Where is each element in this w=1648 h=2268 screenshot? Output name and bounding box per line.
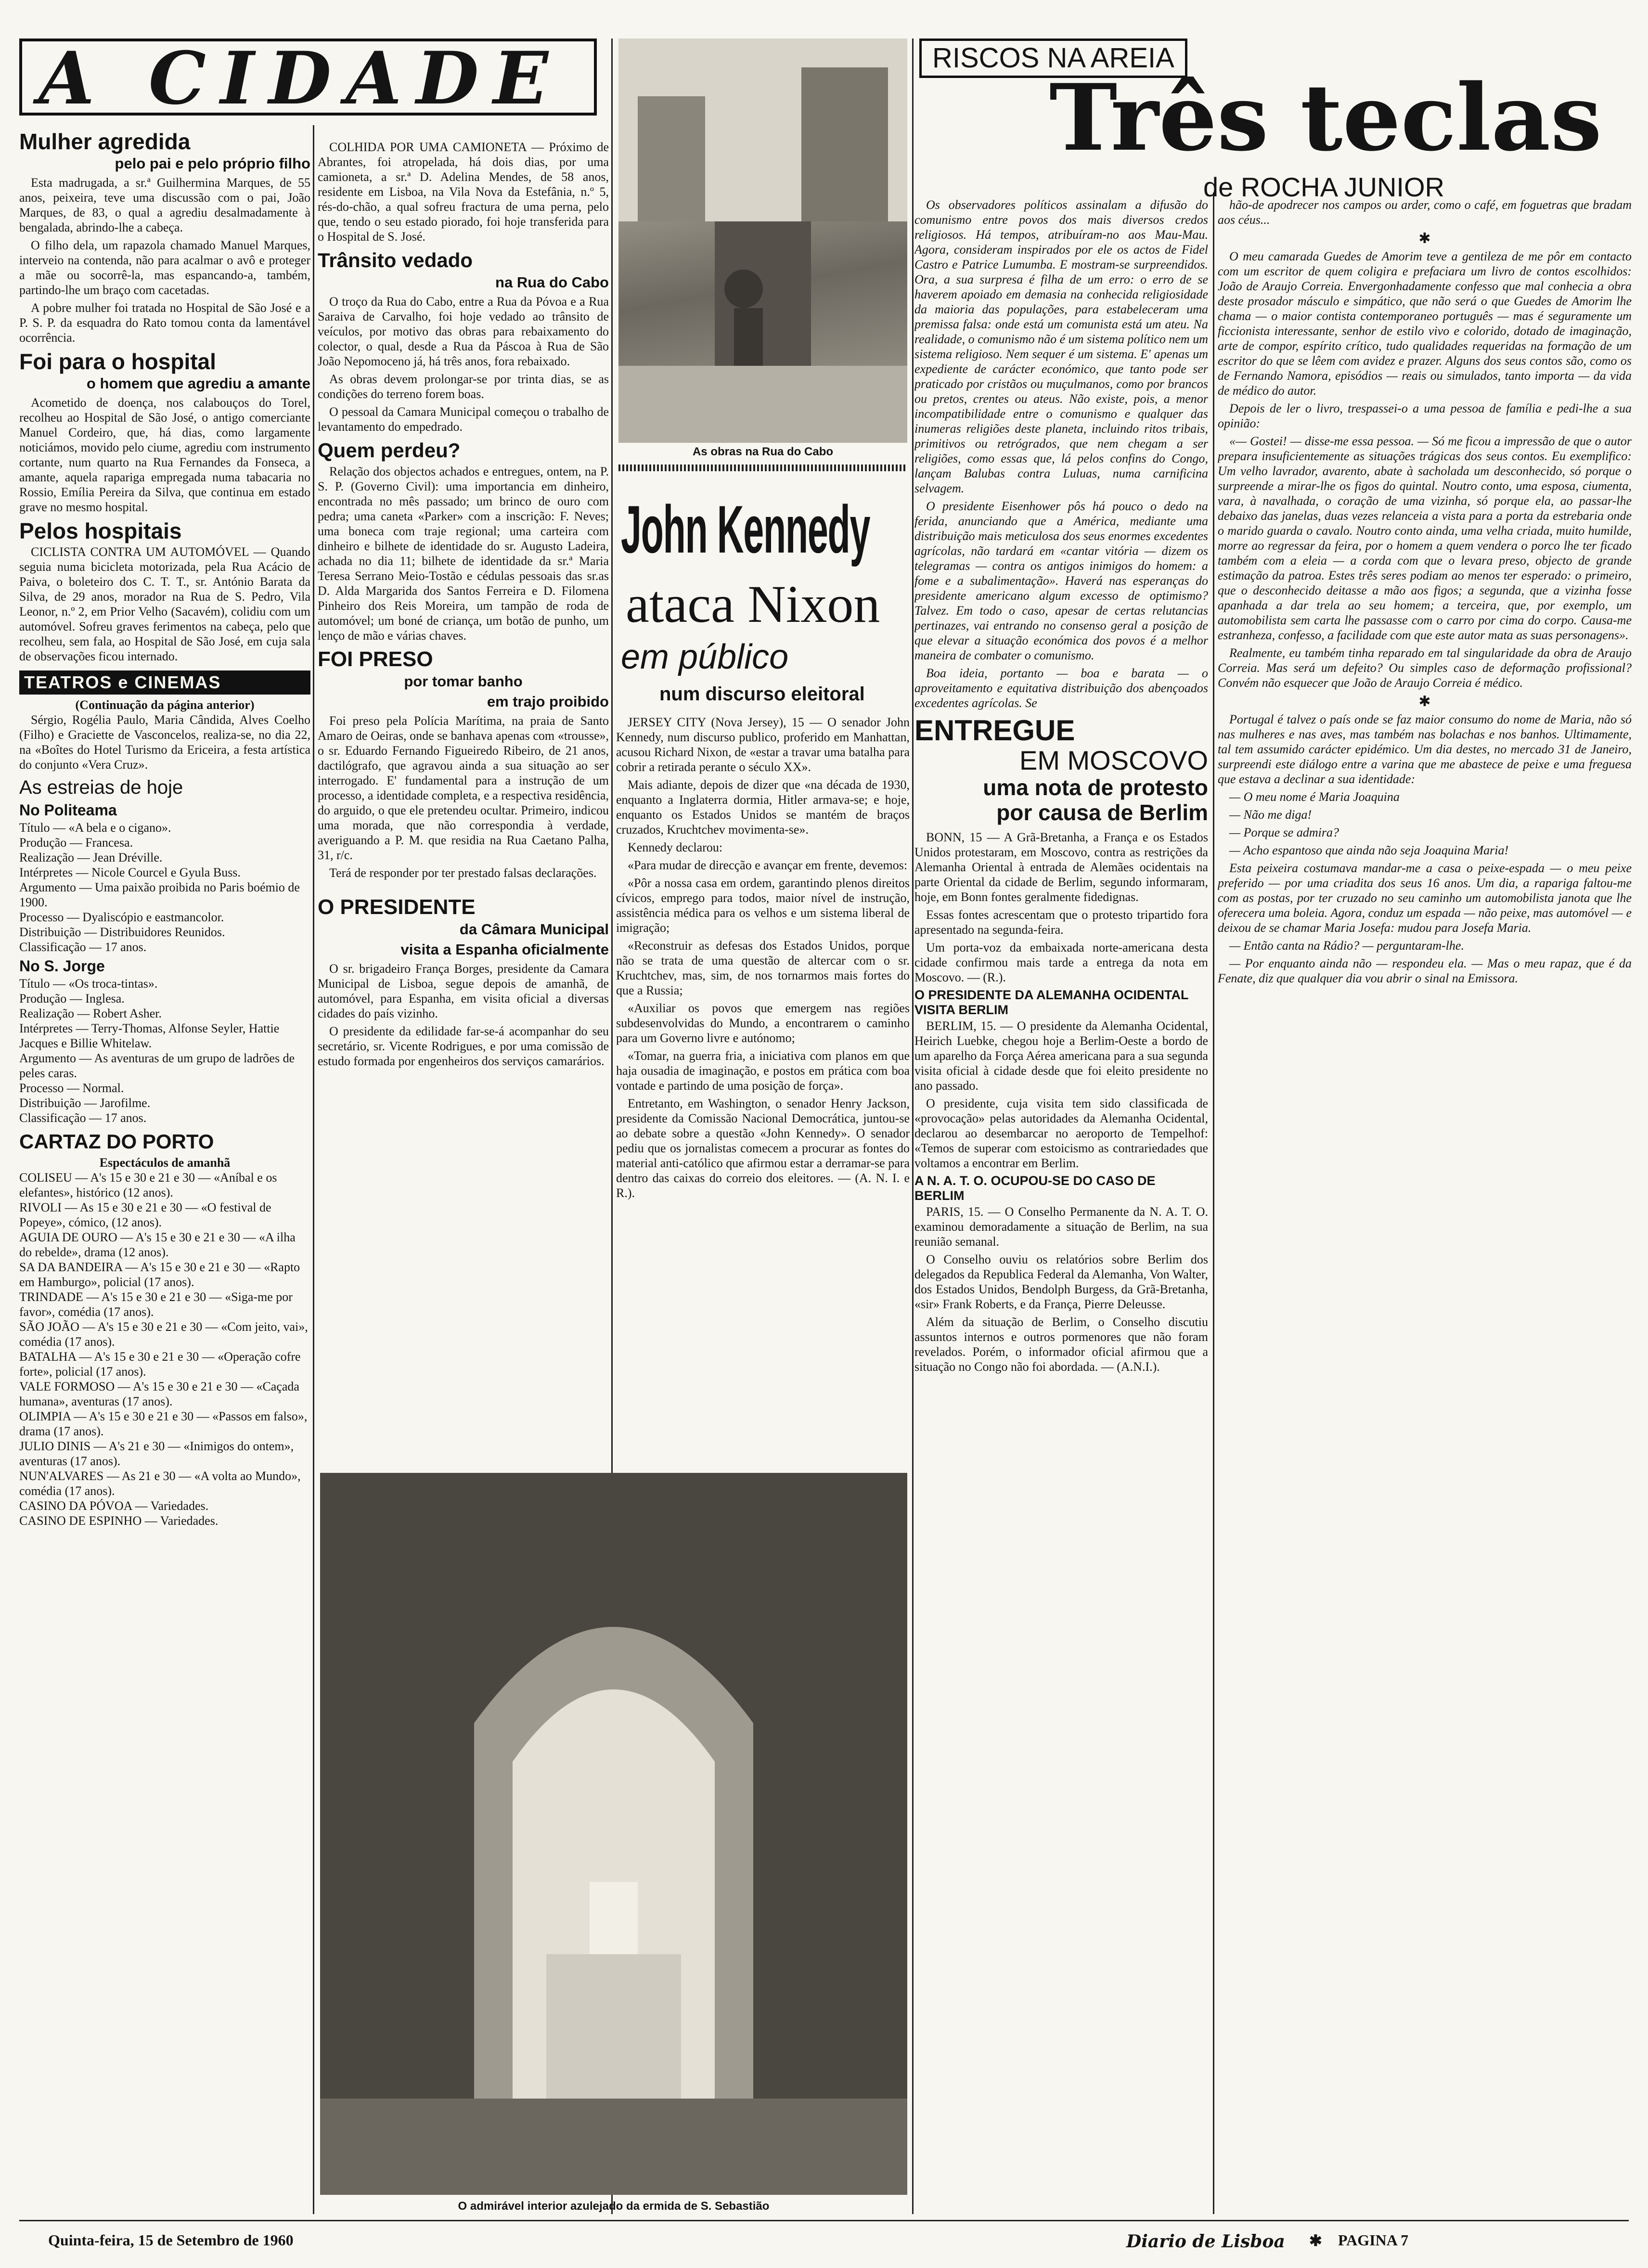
page-footer	[19, 2231, 1627, 2255]
film-info: Distribuição — Jarofilme.	[19, 1096, 151, 1110]
film-info: Produção — Inglesa.	[19, 992, 125, 1005]
headline-o-presidente: O PRESIDENTE	[318, 895, 476, 919]
subhead: por tomar banho	[404, 673, 523, 690]
paragraph: O filho dela, um rapazola chamado Manuel Marques, interveio na contenda, não para acalmar o avô e proteger a mãe ou socorrê-la, mas espancando-a, também, partindo-lhe um braço com cacetadas.	[19, 238, 310, 297]
cartaz-item: CASINO DE ESPINHO — Variedades.	[19, 1514, 219, 1528]
paragraph: hão-de apodrecer nos campos ou arder, como o café, em foguetras que bradam aos céus...	[1218, 198, 1632, 227]
paragraph: Mais adiante, depois de dizer que «na década de 1930, enquanto a Inglaterra dormia, Hitler armava-se; e hoje, enquanto os Estados Unidos se mantém de braços cruzados, Kruchtchev movimenta-se».	[616, 778, 910, 837]
paragraph: — Acho espantoso que ainda não seja Joaquina Maria!	[1229, 843, 1509, 857]
subhead: visita a Espanha oficialmente	[400, 941, 609, 958]
headline-john-kennedy: John Kennedy	[621, 491, 870, 567]
film-info: Título — «A bela e o cigano».	[19, 821, 171, 835]
paragraph: Terá de responder por ter prestado falsas declarações.	[329, 866, 597, 880]
paragraph: COLHIDA POR UMA CAMIONETA — Próximo de Abrantes, foi atropelada, há dois dias, por uma camioneta, a sr.ª D. Adelina Mendes, de 58 anos, residente em Lisboa, na Vila Nova da Estefânia, n.º 5, rés-do-chão, a qual sofreu fractura de uma perna, pelo que, tendo o seu estado piorado, foi hoje transferida para o Hospital de S. José.	[318, 140, 609, 244]
paragraph: Esta peixeira costumava mandar-me a casa o peixe-espada — o meu peixe preferido — por uma criadita dos seus 16 anos. Um dia, a rapariga faltou-me com as postas, por ter cruzado no seu caminho um automobilista janota que lhe oferecera uma boleia. Agora, conduz um espada — não peixe, mas automóvel — e deixou de se chamar Maria Josefa: mudou para Josefa Maria.	[1218, 861, 1632, 935]
paragraph: «Pôr a nossa casa em ordem, garantindo plenos direitos cívicos, emprego para todos, maior nível de instrução, assistência médica para os velhos e um sistema liberal de imigração;	[616, 876, 910, 935]
headline-ataca-nixon: ataca Nixon	[626, 575, 880, 633]
paragraph: «Tomar, na guerra fria, a iniciativa com planos em que haja ousadia de imaginação, e postos em prática com boa vontade e partindo de uma posição de força».	[616, 1049, 910, 1093]
subhead: em trajo proibido	[487, 693, 609, 710]
headline-mulher-agredida: Mulher agredida	[19, 129, 191, 154]
column-rule	[313, 125, 314, 2214]
paragraph: CICLISTA CONTRA UM AUTOMÓVEL — Quando seguia numa bicicleta motorizada, pela Rua Acácio de Paiva, o boleteiro dos C. T. T., sr. António Barata da Silva, de 29 anos, morador na Rua de S. Pedro, Vila Leonor, n.º 2, em Prior Velho (Sacavém), colidiu com um automóvel. Sofreu graves ferimentos na cabeça, pelo que recolheu, sem fala, ao Hospital de São José, em cuja sala de observações ficou internado.	[19, 545, 310, 663]
column-rule	[912, 39, 914, 2214]
film-info: Intérpretes — Nicole Courcel e Gyula Buss.	[19, 865, 241, 879]
cartaz-item: JULIO DINIS — A's 21 e 30 — «Inimigos do ontem», aventuras (17 anos).	[19, 1439, 294, 1468]
film-info: Processo — Dyaliscópio e eastmancolor.	[19, 910, 224, 924]
paragraph: Acometido de doença, nos calabouços do Torel, recolheu ao Hospital de São José, o antigo comerciante Manuel Cordeiro, que, há dias, como largamente noticiámos, movido pelo ciume, agrediu com instrumento cortante, num quarto na Rua Fernandes da Fonseca, a amante, aquela rapariga empregada numa tabacaria no Rossio, Emília Pereira da Silva, que continua em estado grave no mesmo hospital.	[19, 396, 310, 514]
paragraph: A pobre mulher foi tratada no Hospital de São José e a P. S. P. da esquadra do Rato tomou conta da lamentável ocorrência.	[19, 301, 310, 345]
cartaz-item: COLISEU — A's 15 e 30 e 21 e 30 — «Aníbal e os elefantes», histórico (12 anos).	[19, 1171, 277, 1199]
headline-tres-teclas: Três teclas	[1049, 64, 1602, 171]
paragraph: Foi preso pela Polícia Marítima, na praia de Santo Amaro de Oeiras, onde se banhava apenas com «trousse», o sr. Eduardo Fernando Figueiredo Ribeiro, de 21 anos, dactilógrafo, que agravou ainda a sua situação ao ser interrogado. E' fundamental para a instrução de um processo, a identidade completa, e a respectiva residência, do arguido, o que ele pretendeu ocultar. Primeiro, indicou uma morada, que não correspondia à verdade, averiguando a P. M. que residia na Rua Caetano Palha, 31, r/c.	[318, 714, 609, 862]
cartaz-item: CASINO DA PÓVOA — Variedades.	[19, 1499, 209, 1513]
paragraph: O Conselho ouviu os relatórios sobre Berlim dos delegados da Republica Federal da Alemanha, Von Walter, dos Estados Unidos, Bendolph Burgess, da Grã-Bretanha, «sir» Frank Roberts, e da França, Pierre Deleusse.	[914, 1252, 1208, 1311]
star-icon: ✱	[1309, 2232, 1322, 2249]
film-info: Produção — Francesa.	[19, 836, 133, 850]
paragraph: Portugal é talvez o país onde se faz maior consumo do nome de Maria, não só nas mulheres e nas aves, mas também nas bolachas e nos banhos. Ultimamente, tal tem assumido carácter epidémico. Um dia destes, no mercado 31 de Janeiro, surpreendi este diálogo entre a varina que me abastece de peixe e uma freguesa que estava a declinar a sua identidade:	[1218, 712, 1632, 786]
cartaz-item: OLIMPIA — A's 15 e 30 e 21 e 30 — «Passos em falso», drama (17 anos).	[19, 1409, 308, 1438]
cartaz-item: SA DA BANDEIRA — A's 15 e 30 e 21 e 30 — «Rapto em Hamburgo», policial (17 anos).	[19, 1260, 300, 1289]
subhead-discurso-eleitoral: num discurso eleitoral	[659, 683, 865, 705]
subhead: na Rua do Cabo	[495, 274, 609, 291]
paragraph: Depois de ler o livro, trespassei-o a uma pessoa de família e pedi-lhe a sua opinião:	[1218, 401, 1632, 430]
column-5	[1218, 197, 1632, 2219]
headline-estreias: As estreias de hoje	[19, 777, 183, 798]
street-works-illustration	[618, 39, 907, 443]
paragraph: BERLIM, 15. — O presidente da Alemanha Ocidental, Heirich Luebke, chegou hoje a Berlim-Oeste a bordo de um aparelho da Força Aérea americana para a sua segunda visita oficial à cidade desde que foi eleito presidente no ano passado.	[914, 1019, 1208, 1093]
asterisk-separator-icon: ✱	[1418, 231, 1431, 246]
headline-pelos-hospitais: Pelos hospitais	[19, 518, 182, 543]
film-info: Realização — Jean Dréville.	[19, 850, 163, 864]
paragraph: Sérgio, Rogélia Paulo, Maria Cândida, Alves Coelho (Filho) e Graciette de Vasconcelos, realiza-se, no dia 22, na «Boîtes do Hotel Turismo da Ericeira, a festa artística do conjunto «Vera Cruz».	[19, 713, 310, 772]
footer-date: Quinta-feira, 15 de Setembro de 1960	[48, 2231, 294, 2249]
paragraph: PARIS, 15. — O Conselho Permanente da N. A. T. O. examinou demoradamente a situação de Berlim, na sua reunião semanal.	[914, 1205, 1208, 1249]
photo-caption-bottom: O admirável interior azulejado da ermida de S. Sebastião	[458, 2200, 770, 2213]
chapel-interior-photo	[320, 1473, 907, 2195]
paragraph: Os observadores políticos assinalam a difusão do comunismo entre povos dos mais diversos credos religiosos. Há tempos, atribuíram-no aos Mau-Mau. Agora, consideram inspirados por ele os actos de Fidel Castro e Patrice Lumumba. E mostram-se surpreendidos. Ora, a sua surpresa é filha de um erro: o erro de se haverem apoiado em demasia na conhecida religiosidade da maioria das populações, para estabeleceram uma premissa falsa: onde está um comunista está um ateu. Na realidade, o comunismo não é um sistema político nem um sistema religioso. Nem sequer é um sistema. E' apenas um expediente de carácter económico, que tanto pode ser praticado por cristãos ou muçulmanos, como por brancos ou pretos, crentes ou ateus. Não existe, pois, a menor incompatibilidade entre o comunismo e qualquer das inumeras religiões deste planeta, incluindo ritos tribais, primitivos ou retrógrados, que nem chegam a ser religiões, como essas que, lá pelos confins do Congo, lançam Balubas contra Luluas, numa carnificina selvagem.	[914, 198, 1208, 495]
paragraph: «Reconstruir as defesas dos Estados Unidos, porque não se trata de uma questão de altercar com o sr. Kruchtchev, mas, sim, de nos tornarmos mais fortes do que a Russia;	[616, 939, 910, 997]
film-info: Argumento — Uma paixão proibida no Paris boémio de 1900.	[19, 880, 300, 909]
cartaz-item: RIVOLI — As 15 e 30 e 21 e 30 — «O festival de Popeye», cómico, (12 anos).	[19, 1200, 271, 1229]
paragraph: Além da situação de Berlim, o Conselho discutiu assuntos internos e outros pormenores que não foram revelados. Porém, o informador oficial afirmou que a situação no Congo não foi abordada. — (A.N.I.).	[914, 1315, 1208, 1374]
column-2	[318, 140, 609, 1458]
paragraph: — Não me diga!	[1229, 808, 1312, 822]
footer-page-number: PAGINA 7	[1338, 2231, 1409, 2249]
paragraph: Um porta-voz da embaixada norte-americana desta cidade confirmou mais tarde a entrega da nota em Moscovo. — (R.).	[914, 941, 1208, 984]
paragraph: — Por enquanto ainda não — respondeu ela. — Mas o meu rapaz, que é da Fenate, diz que qualquer dia vou abrir o sinal na Emissora.	[1218, 956, 1632, 985]
paragraph: JERSEY CITY (Nova Jersey), 15 — O senador John Kennedy, num discurso publico, proferido em Manhattan, acusou Richard Nixon, de «estar a travar uma batalha para cobrir a retirada perante o século XX».	[616, 715, 910, 774]
headline-presidente-alemanha: O PRESIDENTE DA ALEMANHA OCIDENTAL VISITA BERLIM	[914, 988, 1189, 1017]
cartaz-item: VALE FORMOSO — A's 15 e 30 e 21 e 30 — «Caçada humana», aventuras (17 anos).	[19, 1379, 299, 1408]
headline-cartaz-porto: CARTAZ DO PORTO	[19, 1130, 214, 1153]
film-info: Título — «Os troca-tintas».	[19, 977, 158, 991]
paragraph: Realmente, eu também tinha reparado em tal singularidade da obra de Araujo Correia. Mas será um defeito? Ou simples caso de deformação profissional? Convém não esquecer que João de Araujo Correia é médico.	[1218, 646, 1632, 690]
subhead: pelo pai e pelo próprio filho	[115, 155, 310, 172]
film-info: Intérpretes — Terry-Thomas, Alfonse Seyler, Hattie Jacques e Billie Whitelaw.	[19, 1021, 280, 1050]
chapel-interior-illustration	[320, 1473, 907, 2195]
headline-entregue: ENTREGUE	[914, 714, 1075, 747]
teatros-cinemas-banner: TEATROS e CINEMAS	[19, 670, 310, 695]
footer-paper-name: Diario de Lisboa	[1126, 2231, 1285, 2252]
paragraph: «Auxiliar os povos que emergem nas regiões subdesenvolvidas do Mundo, a encontrarem o caminho para um Governo livre e autónomo;	[616, 1001, 910, 1045]
cinema-name: No Politeama	[19, 801, 117, 819]
subhead: o homem que agrediu a amante	[86, 375, 310, 392]
column-rule	[1213, 193, 1214, 2214]
cartaz-item: TRINDADE — A's 15 e 30 e 21 e 30 — «Siga-me por favor», comédia (17 anos).	[19, 1290, 293, 1319]
headline-causa-berlim: por causa de Berlim	[996, 800, 1208, 825]
headline-transito-vedado: Trânsito vedado	[318, 249, 473, 271]
cinema-name: No S. Jorge	[19, 957, 105, 975]
cartaz-subtitle: Espectáculos de amanhã	[99, 1156, 231, 1170]
section-banner-title: A CIDADE	[39, 36, 563, 121]
paragraph: O presidente, cuja visita tem sido classificada de «provocação» pelas autoridades da Alemanha Ocidental, declarou ao desembarcar no aeroporto de Tempelhof: «Temos de superar com estoicismo as contrariedades que voltamos a encontrar em Berlim.	[914, 1096, 1208, 1170]
cartaz-item: NUN'ALVARES — As 21 e 30 — «A volta ao Mundo», comédia (17 anos).	[19, 1469, 301, 1498]
paragraph: — O meu nome é Maria Joaquina	[1229, 790, 1400, 804]
film-info: Argumento — As aventuras de um grupo de ladrões de peles caras.	[19, 1051, 295, 1080]
paragraph: O troço da Rua do Cabo, entre a Rua da Póvoa e a Rua Saraiva de Carvalho, foi hoje vedado ao trânsito de veículos, por motivo das obras para rebaixamento do colector, o qual, desde a Rua da Páscoa à Rua de São João Nepomoceno já, há três anos, fora rebaixado.	[318, 295, 609, 368]
subhead: da Câmara Municipal	[459, 921, 609, 938]
paragraph: Entretanto, em Washington, o senador Henry Jackson, presidente da Comissão Nacional Democrática, juntou-se ao debate sobre a questão «John Kennedy». O senador pediu que os jornalistas comecem a procurar as fontes do material anti-católico que afirmou estar a derramar-se para dentro das caixas do correio dos eleitores. — (A. N. I. e R.).	[616, 1096, 910, 1200]
ornamental-rule	[618, 464, 907, 471]
paragraph: Kennedy declarou:	[628, 840, 723, 854]
paragraph: Esta madrugada, a sr.ª Guilhermina Marques, de 55 anos, peixeira, teve uma discussão com o pai, João Marques, de 83, o qual a agrediu desalmadamente à bengalada, abrindo-lhe a cabeça.	[19, 176, 310, 234]
asterisk-separator-icon: ✱	[1418, 694, 1431, 709]
column-3	[616, 715, 910, 1461]
column-banner-riscos: RISCOS NA AREIA	[919, 39, 1187, 78]
paragraph: — Porque se admira?	[1229, 825, 1339, 839]
paragraph: O presidente Eisenhower pôs há pouco o dedo na ferida, anunciando que a América, mediante uma distribuição mais meticulosa dos seus enormes excedentes agrícolas, não tardará em «cantar vitória — dizem os telegramas — contra os antigos inimigos do homem: a fome e a subalimentação». Haverá nas esperanças do presidente americano algum excesso de optimismo? Talvez. Em todo o caso, apesar de certas relutancias pertinazes, vai entrando no consenso geral a posição de que elevar a situação económica dos povos é a melhor maneira de combater o comunismo.	[914, 499, 1208, 662]
film-info: Distribuição — Distribuidores Reunidos.	[19, 925, 225, 939]
paragraph: Relação dos objectos achados e entregues, ontem, na P. S. P. (Governo Civil): uma importancia em dinheiro, encontrada no mês passado; um brinco de ouro com pedra; uma caneta «Parker» com a inscrição: F. Neves; uma boneca com traje regional; uma carteira com dinheiro e bilhete de identidade do sr. Augusto Ladeira, achada no dia 11; bilhete de identidade da sr.ª Maria Teresa Serrano Meio-Tostão e cédulas pessoais das sr.as D. Alda Margarida dos Santos Ferreira e D. Filomena Pinheiro dos Reis Moreira, um tampão de roda de automóvel; um boné de criança, um botão de punho, um lenço de mão e várias chaves.	[318, 464, 609, 643]
cartaz-item: SÃO JOÃO — A's 15 e 30 e 21 e 30 — «Com jeito, vai», comédia (17 anos).	[19, 1320, 308, 1349]
cartaz-item: AGUIA DE OURO — A's 15 e 30 e 21 e 30 — «A ilha do rebelde», drama (12 anos).	[19, 1230, 296, 1259]
film-info: Realização — Robert Asher.	[19, 1006, 162, 1020]
paragraph: — Então canta na Rádio? — perguntaram-lhe.	[1229, 939, 1464, 953]
headline-foi-preso: FOI PRESO	[318, 647, 433, 671]
headline-foi-para-hospital: Foi para o hospital	[19, 349, 216, 374]
headline-nato-berlim: A N. A. T. O. OCUPOU-SE DO CASO DE BERLIM	[914, 1173, 1156, 1203]
paragraph: O meu camarada Guedes de Amorim teve a gentileza de me pôr em contacto com um escritor de quem coligira e prefaciara um livro de contos escolhidos: João de Araujo Correia. Envergonhadamente confesso que mal conhecia a obra deste prosador másculo e simpático, que não será o que Guedes de Amorim lhe chama — o maior contista contemporaneo português — mas é seguramente um ficcionista interessante, senhor de estilo vivo e colorido, dotado de imaginação, arte de compor, espírito crítico, tudo qualidades requeridas na formação de um escritor do que se lêem com avidez e prazer. Alguns dos seus contos são, como os de Fernando Namora, episódios — reais ou simulados, tanto importa — da vida de médico do autor.	[1218, 249, 1632, 398]
paragraph: O sr. brigadeiro França Borges, presidente da Camara Municipal de Lisboa, segue depois de amanhã, de automóvel, para Espanha, em visita oficial a diversas cidades do país vizinho.	[318, 962, 609, 1020]
headline-nota-protesto: uma nota de protesto	[983, 775, 1208, 800]
film-info: Classificação — 17 anos.	[19, 940, 147, 954]
paragraph: O pessoal da Camara Municipal começou o trabalho de levantamento do empedrado.	[318, 405, 609, 434]
paragraph: As obras devem prolongar-se por trinta dias, se as condições do terreno forem boas.	[318, 372, 609, 401]
paragraph: «— Gostei! — disse-me essa pessoa. — Só me ficou a impressão de que o autor prepara insuficientemente as situações trágicas dos seus contos. Eu exemplifico: Um velho lavrador, avarento, abate à sacholada um desconhecido, só porque o surpreende a mirar-lhe os figos do quintal. Noutro conto, uma esposa, ciumenta, vara, à navalhada, o coração de uma vizinha, só porque ela, ao passar-lhe debaixo das janelas, duas vezes relanceia a vista para a porta da estrebaria onde o marido guarda o cavalo. Noutro conto ainda, uma velha criada, muito humilde, morre ao regressar da feira, por o homem a quem vendera o porco lhe ter ficado também com a eleia — a corda com que o levara preso, objecto de grande estimação da patroa. Estes três seres podiam ao menos ter esperado: o primeiro, que o desconhecido deitasse a mão aos figos; a segunda, que a vizinha fosse apanhada a dar trela ao seu homem; a terceira, que, por exemplo, um automobilista sem carta lhe passasse com o carro por cima do corpo. Causa-me estranheza, confesso, a facilidade com que este autor mata as suas personagens».	[1218, 434, 1632, 642]
column-1	[19, 125, 310, 1528]
street-works-photo	[618, 39, 907, 443]
film-info: Processo — Normal.	[19, 1081, 124, 1095]
headline-em-moscovo: EM MOSCOVO	[1019, 745, 1208, 775]
paragraph: BONN, 15 — A Grã-Bretanha, a França e os Estados Unidos protestaram, em Moscovo, contra as restrições da Alemanha Oriental à entrada de Alemães ocidentais na parte Oriental da cidade de Berlim, segundo informaram, hoje, em Bonn fontes geralmente fidedignas.	[914, 830, 1208, 904]
paragraph: Boa ideia, portanto — boa e barata — o aproveitamento e equitativa distribuição dos abençoados excedentes agrícolas. Se	[914, 666, 1208, 710]
footer-rule	[19, 2220, 1629, 2221]
photo-caption-top: As obras na Rua do Cabo	[692, 445, 834, 458]
byline: de ROCHA JUNIOR	[1203, 172, 1444, 202]
headline-em-publico: em público	[621, 638, 789, 676]
headline-quem-perdeu: Quem perdeu?	[318, 439, 461, 462]
film-info: Classificação — 17 anos.	[19, 1111, 147, 1125]
paragraph: «Para mudar de direcção e avançar em frente, devemos:	[628, 858, 908, 872]
paragraph: Essas fontes acrescentam que o protesto tripartido fora apresentado na segunda-feira.	[914, 908, 1208, 937]
column-4	[914, 197, 1208, 2219]
cartaz-item: BATALHA — A's 15 e 30 e 21 e 30 — «Operação cofre forte», policial (17 anos).	[19, 1350, 301, 1379]
paragraph: O presidente da edilidade far-se-á acompanhar do seu secretário, sr. Vicente Rodrigues, e por uma comissão de estudo formada por engenheiros dos serviços camarários.	[318, 1024, 609, 1068]
continuation-note: (Continuação da página anterior)	[75, 698, 255, 712]
